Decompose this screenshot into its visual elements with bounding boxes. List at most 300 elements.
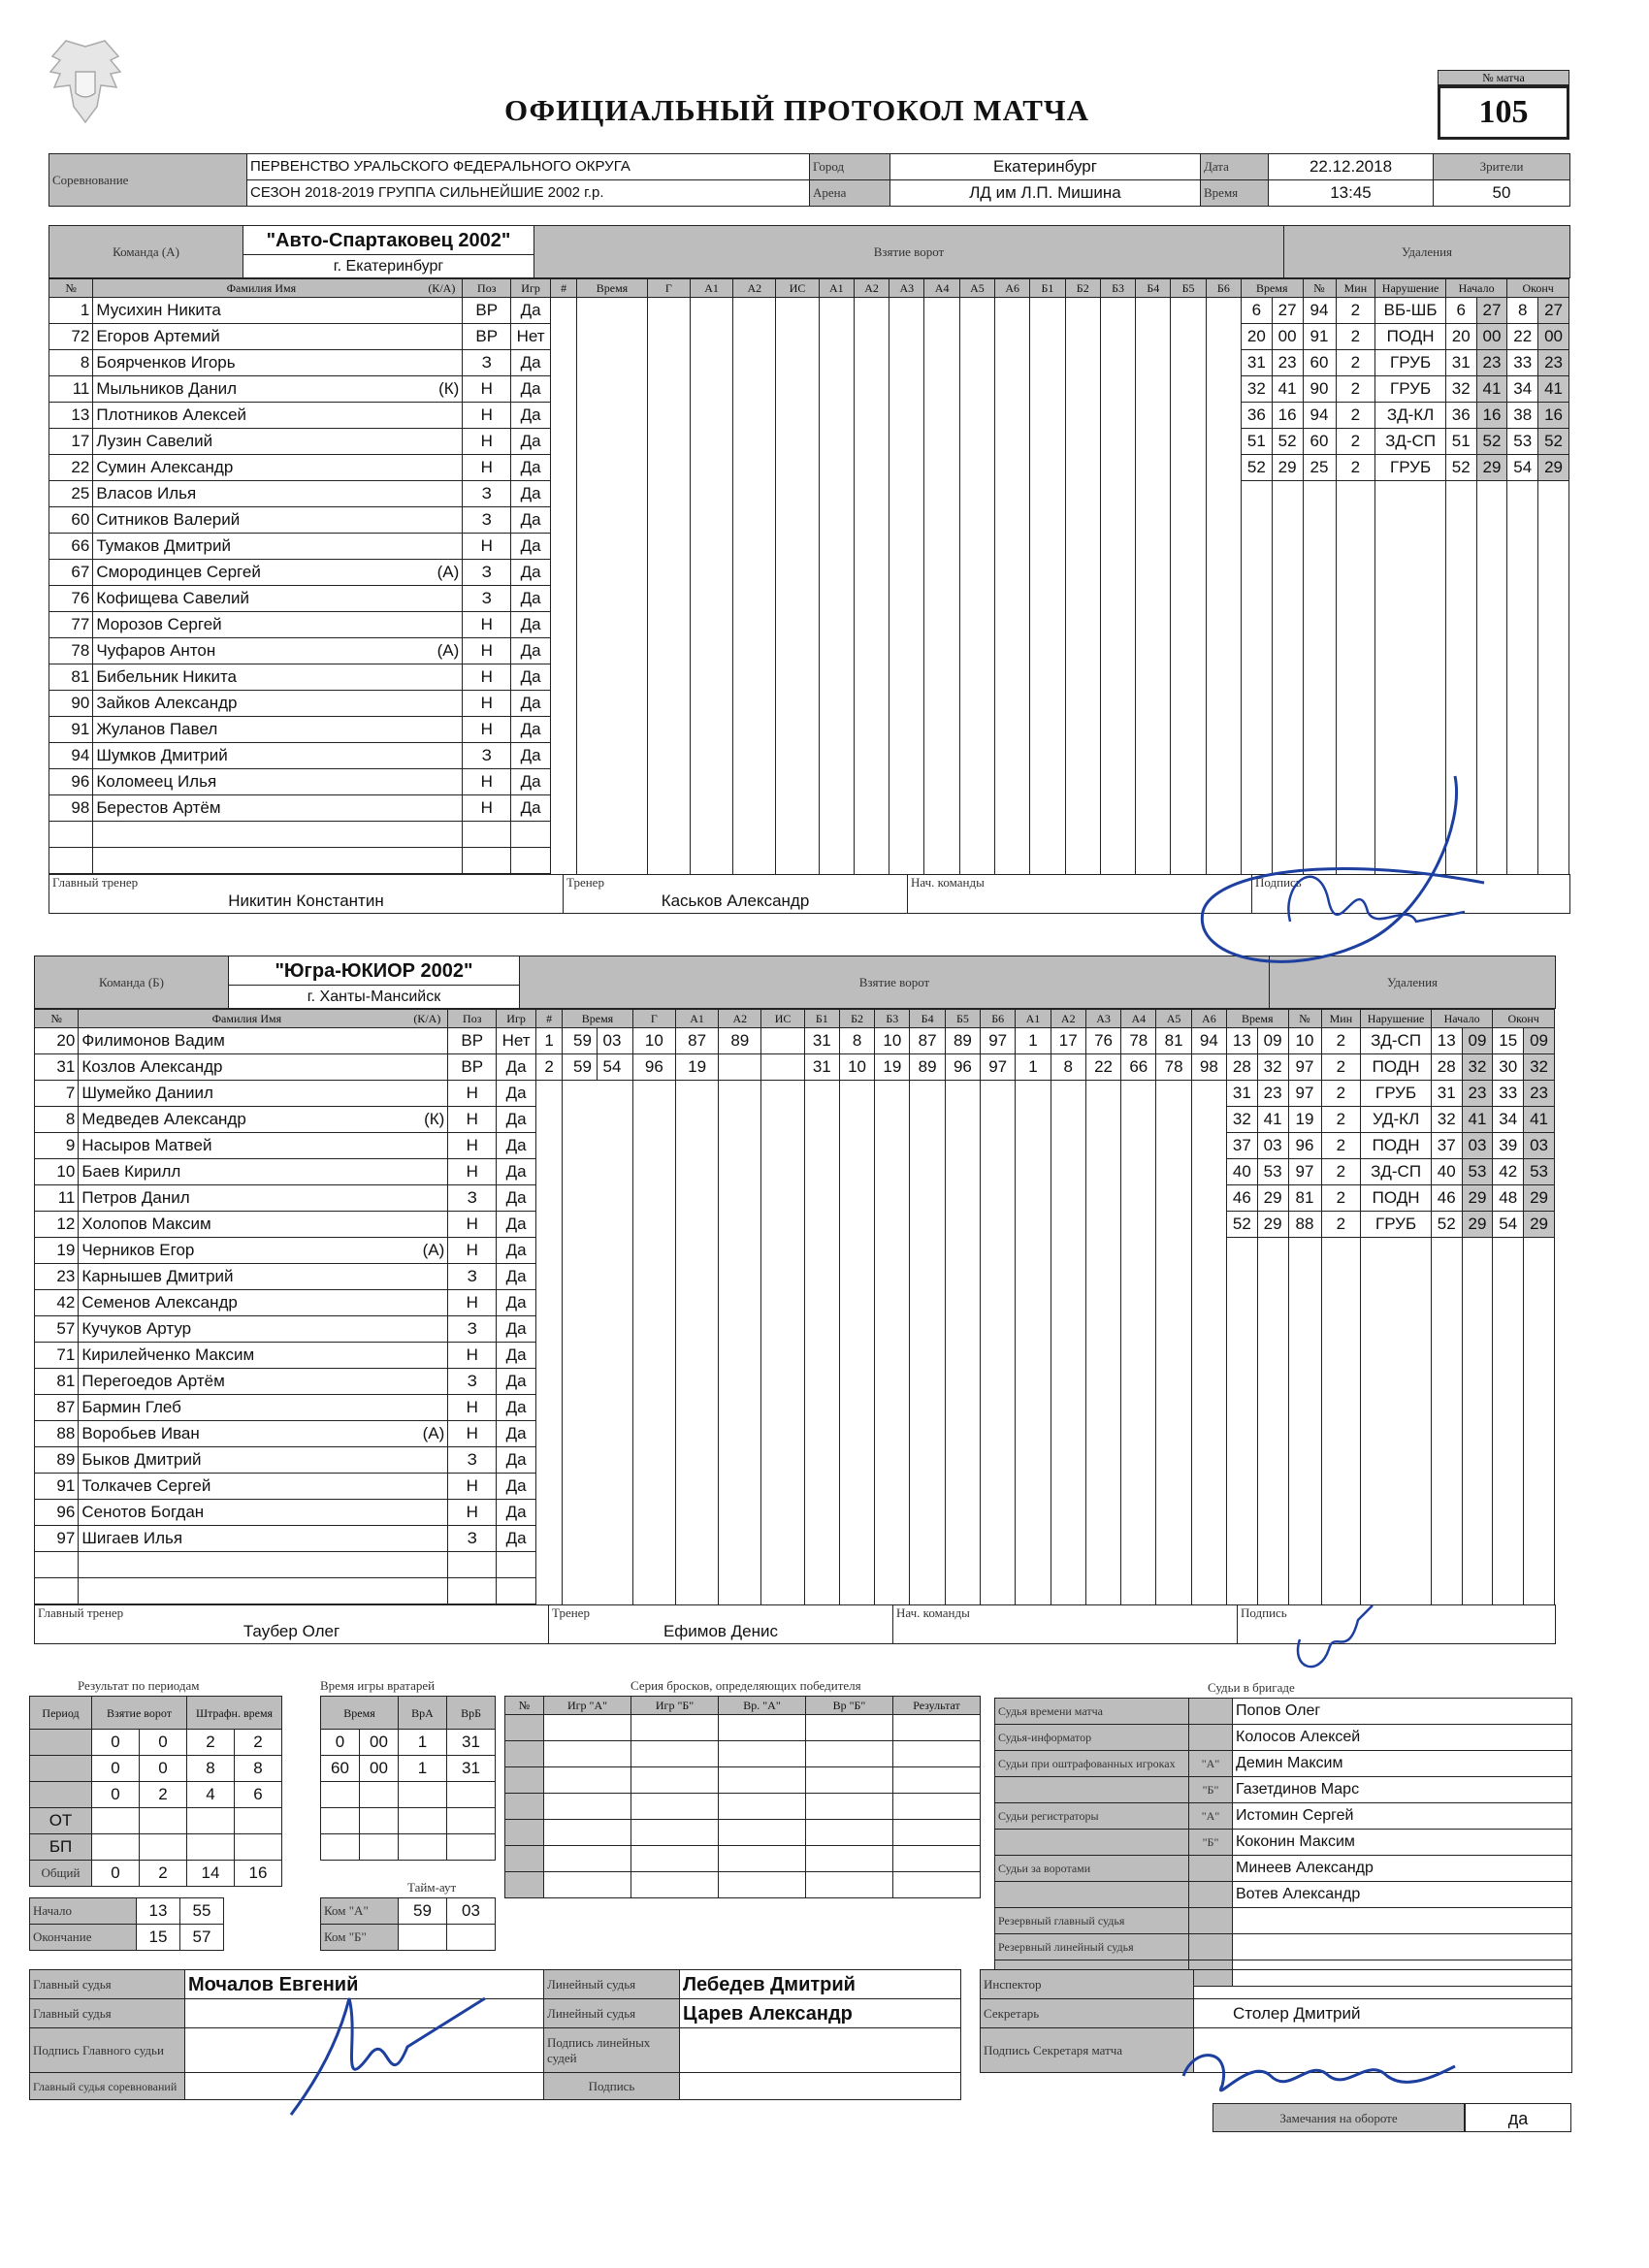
signature-team-a xyxy=(1174,766,1523,1019)
period-row xyxy=(30,1730,282,1756)
penalty-end-min: 34 xyxy=(1493,1107,1524,1133)
penalty-end-sec: 29 xyxy=(1538,455,1569,481)
penalty-minute: 36 xyxy=(1242,403,1273,429)
official-team-tag: "Б" xyxy=(1189,1777,1233,1803)
penalty-start-sec: 16 xyxy=(1476,403,1507,429)
player-number: 22 xyxy=(49,455,93,481)
col-name: Фамилия Имя (К/А) xyxy=(79,1010,448,1028)
col-pen-time: Время xyxy=(1227,1010,1288,1028)
player-number: 81 xyxy=(35,1369,79,1395)
spectators-label: Зрители xyxy=(1434,154,1570,180)
player-number: 71 xyxy=(35,1343,79,1369)
goal-onice-opp: 94 xyxy=(1191,1028,1226,1054)
player-position: Н xyxy=(463,769,511,795)
goal-time: 59 54 xyxy=(563,1054,633,1081)
table-row xyxy=(49,586,1569,612)
penalty-minutes: 2 xyxy=(1321,1028,1361,1054)
penalty-start-min: 40 xyxy=(1431,1159,1462,1185)
player-number: 72 xyxy=(49,324,93,350)
goal-onice-opp: 17 xyxy=(1051,1028,1085,1054)
player-position: Н xyxy=(463,403,511,429)
player-position: ВР xyxy=(463,324,511,350)
col-onice-a4: А4 xyxy=(924,279,959,298)
penalty-start-min: 20 xyxy=(1445,324,1476,350)
total-goals-a: 0 xyxy=(92,1861,140,1887)
table-row xyxy=(35,1552,1555,1578)
periods-table xyxy=(29,1696,282,1887)
signature-team-b xyxy=(1280,1601,1397,1688)
col-so-player-b: Игр "Б" xyxy=(631,1697,719,1715)
penalty-player: 91 xyxy=(1303,324,1336,350)
official-name: Газетдинов Марс xyxy=(1233,1777,1572,1803)
player-position: З xyxy=(463,586,511,612)
timeout-a-minute: 59 xyxy=(399,1898,447,1925)
player-number: 91 xyxy=(35,1474,79,1500)
col-assist2: А2 xyxy=(719,1010,761,1028)
period-label xyxy=(30,1782,92,1808)
official-team-tag: "А" xyxy=(1189,1803,1233,1830)
player-played: Да xyxy=(497,1081,536,1107)
period-total-row xyxy=(30,1861,282,1887)
penalty-start-sec: 23 xyxy=(1476,350,1507,376)
timeout-a-label: Ком "А" xyxy=(321,1898,399,1925)
gk-team-a: 1 xyxy=(399,1756,447,1782)
player-played: Да xyxy=(511,376,551,403)
penalty-end-sec: 52 xyxy=(1538,429,1569,455)
penalty-start-min: 32 xyxy=(1445,376,1476,403)
table-row xyxy=(49,612,1569,638)
period-goals-b: 0 xyxy=(140,1730,187,1756)
penalty-player: 88 xyxy=(1288,1212,1321,1238)
goalie-time-row xyxy=(321,1730,496,1756)
player-number: 11 xyxy=(35,1185,79,1212)
secretary-name: Столер Дмитрий xyxy=(1194,1999,1572,2028)
penalty-minute: 32 xyxy=(1227,1107,1258,1133)
col-goal-scorer: Г xyxy=(647,279,690,298)
player-position: Н xyxy=(448,1500,497,1526)
main-referee-label: Главный судья xyxy=(30,1970,185,1999)
table-row xyxy=(35,1421,1555,1447)
player-name: Бармин Глеб xyxy=(79,1395,448,1421)
penalty-minute: 37 xyxy=(1227,1133,1258,1159)
col-goal-num: # xyxy=(551,279,577,298)
penalty-end-sec: 27 xyxy=(1538,298,1569,324)
eagle-emblem-icon xyxy=(47,39,124,126)
penalty-end-sec: 09 xyxy=(1524,1028,1555,1054)
penalty-start-min: 31 xyxy=(1445,350,1476,376)
official-name: Минеев Александр xyxy=(1233,1856,1572,1882)
table-row xyxy=(35,1500,1555,1526)
penalty-second: 32 xyxy=(1257,1054,1288,1081)
col-goal-time: Время xyxy=(577,279,648,298)
penalty-player: 94 xyxy=(1303,403,1336,429)
table-row xyxy=(35,1290,1555,1316)
penalty-infraction: ВБ-ШБ xyxy=(1375,298,1446,324)
player-position: Н xyxy=(463,376,511,403)
gk-team-b xyxy=(447,1782,496,1808)
official-name: Попов Олег xyxy=(1233,1699,1572,1725)
table-row xyxy=(49,717,1569,743)
penalties-title: Удаления xyxy=(1284,226,1570,278)
goal-assist1: 19 xyxy=(675,1054,718,1081)
period-pim-b xyxy=(235,1834,282,1861)
period-label xyxy=(30,1730,92,1756)
player-played: Да xyxy=(497,1395,536,1421)
player-played: Да xyxy=(511,481,551,507)
player-name: Перегоедов Артём xyxy=(79,1369,448,1395)
penalty-minutes: 2 xyxy=(1336,455,1375,481)
time-label: Время xyxy=(1201,180,1269,207)
penalty-minutes: 2 xyxy=(1336,350,1375,376)
penalty-start-min: 6 xyxy=(1445,298,1476,324)
penalty-infraction: ПОДН xyxy=(1361,1185,1432,1212)
penalty-minute: 20 xyxy=(1242,324,1273,350)
match-info-table xyxy=(48,153,1570,207)
player-position: Н xyxy=(463,795,511,822)
shootout-row xyxy=(505,1767,981,1794)
player-position: З xyxy=(463,743,511,769)
col-onice-a6: А6 xyxy=(995,279,1030,298)
player-played: Да xyxy=(497,1526,536,1552)
player-position: Н xyxy=(463,612,511,638)
official-role: Резервный главный судья xyxy=(995,1908,1189,1934)
gk-team-b: 31 xyxy=(447,1730,496,1756)
official-row xyxy=(995,1882,1572,1908)
table-row xyxy=(49,376,1569,403)
goal-onice-own: 97 xyxy=(981,1054,1016,1081)
col-so-goalie-b: Вр "Б" xyxy=(806,1697,893,1715)
gk-team-a: 1 xyxy=(399,1730,447,1756)
player-position: Н xyxy=(448,1343,497,1369)
official-role xyxy=(995,1830,1189,1856)
col-situation: ИС xyxy=(776,279,819,298)
col-period-pim: Штрафн. время xyxy=(187,1697,282,1730)
penalty-second: 16 xyxy=(1272,403,1303,429)
officials-title: Судьи в бригаде xyxy=(1208,1680,1295,1695)
table-row xyxy=(35,1238,1555,1264)
penalty-end-min: 54 xyxy=(1507,455,1538,481)
goal-onice-own: 96 xyxy=(945,1054,980,1081)
period-goals-b xyxy=(140,1834,187,1861)
remarks-value: да xyxy=(1465,2103,1571,2132)
table-row xyxy=(49,743,1569,769)
col-play: Игр xyxy=(511,279,551,298)
period-goals-a: 0 xyxy=(92,1756,140,1782)
player-position: З xyxy=(463,481,511,507)
total-pim-b: 16 xyxy=(235,1861,282,1887)
supervisor-signature-label: Подпись xyxy=(544,2073,680,2100)
player-name: Черников Егор (А) xyxy=(79,1238,448,1264)
col-onice-a4: А4 xyxy=(1121,1010,1156,1028)
player-name: Боярченков Игорь xyxy=(93,350,463,376)
city-label: Город xyxy=(810,154,890,180)
gk-second xyxy=(360,1834,399,1861)
total-pim-a: 14 xyxy=(187,1861,235,1887)
penalty-second: 29 xyxy=(1272,455,1303,481)
player-number: 94 xyxy=(49,743,93,769)
period-total-label: Общий xyxy=(30,1861,92,1887)
penalty-start-min: 32 xyxy=(1431,1107,1462,1133)
goal-onice-own: 31 xyxy=(804,1054,839,1081)
competition-line1: ПЕРВЕНСТВО УРАЛЬСКОГО ФЕДЕРАЛЬНОГО ОКРУГА xyxy=(247,154,810,180)
goal-number: 1 xyxy=(536,1028,563,1054)
penalty-end-min: 53 xyxy=(1507,429,1538,455)
col-onice-a1: А1 xyxy=(1016,1010,1051,1028)
linesman-name-1: Лебедев Дмитрий xyxy=(680,1970,961,1999)
gk-minute xyxy=(321,1782,360,1808)
table-row xyxy=(35,1343,1555,1369)
col-onice-b3: Б3 xyxy=(1100,279,1135,298)
penalty-minute: 31 xyxy=(1242,350,1273,376)
goalie-time-title: Время игры вратарей xyxy=(320,1678,436,1693)
penalty-player: 60 xyxy=(1303,350,1336,376)
player-number: 13 xyxy=(49,403,93,429)
penalty-second: 09 xyxy=(1257,1028,1288,1054)
penalty-end-sec: 29 xyxy=(1524,1185,1555,1212)
penalty-minutes: 2 xyxy=(1336,298,1375,324)
penalty-start-min: 51 xyxy=(1445,429,1476,455)
penalty-minute: 31 xyxy=(1227,1081,1258,1107)
penalty-end-min: 30 xyxy=(1493,1054,1524,1081)
table-row xyxy=(35,1526,1555,1552)
penalty-start-sec: 41 xyxy=(1462,1107,1493,1133)
col-assist1: А1 xyxy=(690,279,732,298)
table-row xyxy=(49,429,1569,455)
table-row xyxy=(49,534,1569,560)
city-value: Екатеринбург xyxy=(890,154,1201,180)
player-name: Кофищева Савелий xyxy=(93,586,463,612)
player-played: Да xyxy=(511,691,551,717)
player-number: 96 xyxy=(49,769,93,795)
goal-situation xyxy=(761,1054,804,1081)
penalty-minutes: 2 xyxy=(1321,1185,1361,1212)
table-row xyxy=(49,403,1569,429)
table-row xyxy=(35,1395,1555,1421)
official-name: Коконин Максим xyxy=(1233,1830,1572,1856)
player-played: Да xyxy=(497,1343,536,1369)
official-role: Судьи при оштрафованных игроках xyxy=(995,1751,1189,1777)
penalty-end-min: 8 xyxy=(1507,298,1538,324)
penalty-minute: 40 xyxy=(1227,1159,1258,1185)
table-row xyxy=(49,691,1569,717)
player-played: Да xyxy=(511,717,551,743)
player-name: Холопов Максим xyxy=(79,1212,448,1238)
player-position: Н xyxy=(448,1107,497,1133)
table-row xyxy=(35,1316,1555,1343)
table-row xyxy=(49,298,1569,324)
player-name: Морозов Сергей xyxy=(93,612,463,638)
player-number: 98 xyxy=(49,795,93,822)
player-number: 20 xyxy=(35,1028,79,1054)
team-signature: Подпись xyxy=(1252,875,1570,914)
player-number: 87 xyxy=(35,1395,79,1421)
player-name: Козлов Александр xyxy=(79,1054,448,1081)
player-position: Н xyxy=(448,1212,497,1238)
goal-onice-own: 97 xyxy=(981,1028,1016,1054)
gk-minute xyxy=(321,1834,360,1861)
player-name: Егоров Артемий xyxy=(93,324,463,350)
col-pen-start: Начало xyxy=(1431,1010,1492,1028)
penalty-end-min: 54 xyxy=(1493,1212,1524,1238)
player-name: Медведев Александр (К) xyxy=(79,1107,448,1133)
penalty-second: 53 xyxy=(1257,1159,1288,1185)
start-label: Начало xyxy=(30,1898,137,1925)
penalty-end-min: 33 xyxy=(1507,350,1538,376)
table-row xyxy=(35,1185,1555,1212)
player-number: 25 xyxy=(49,481,93,507)
table-row xyxy=(49,664,1569,691)
col-pen-start: Начало xyxy=(1445,279,1506,298)
player-position: З xyxy=(463,560,511,586)
penalty-minute: 52 xyxy=(1227,1212,1258,1238)
official-role: Судья-информатор xyxy=(995,1725,1189,1751)
penalty-player: 10 xyxy=(1288,1028,1321,1054)
penalty-minute: 32 xyxy=(1242,376,1273,403)
col-period-goals: Взятие ворот xyxy=(92,1697,187,1730)
col-assist2: А2 xyxy=(733,279,776,298)
end-hour: 15 xyxy=(137,1925,180,1951)
head-coach: Главный тренер Никитин Константин xyxy=(49,875,564,914)
penalty-end-sec: 23 xyxy=(1538,350,1569,376)
player-played: Да xyxy=(511,534,551,560)
col-gk-a: ВрА xyxy=(399,1697,447,1730)
player-number: 76 xyxy=(49,586,93,612)
col-onice-a2: А2 xyxy=(1051,1010,1085,1028)
player-played: Да xyxy=(511,664,551,691)
player-position: Н xyxy=(463,534,511,560)
player-played: Да xyxy=(497,1316,536,1343)
start-minute: 55 xyxy=(180,1898,224,1925)
official-name: Вотев Александр xyxy=(1233,1882,1572,1908)
goals-title: Взятие ворот xyxy=(520,956,1270,1009)
player-number: 77 xyxy=(49,612,93,638)
supervisor-label: Главный судья соревнований xyxy=(30,2073,185,2100)
player-name: Шумков Дмитрий xyxy=(93,743,463,769)
player-position: Н xyxy=(448,1474,497,1500)
penalty-infraction: УД-КЛ xyxy=(1361,1107,1432,1133)
penalty-end-sec: 53 xyxy=(1524,1159,1555,1185)
player-name: Берестов Артём xyxy=(93,795,463,822)
col-period: Период xyxy=(30,1697,92,1730)
player-name: Смородинцев Сергей (А) xyxy=(93,560,463,586)
competition-line2: СЕЗОН 2018-2019 ГРУППА СИЛЬНЕЙШИЕ 2002 г.р. xyxy=(247,180,810,207)
official-name: Демин Максим xyxy=(1233,1751,1572,1777)
linesman-2-label: Линейный судья xyxy=(544,1999,680,2028)
table-row xyxy=(49,350,1569,376)
penalty-minute: 13 xyxy=(1227,1028,1258,1054)
secretary-label: Секретарь xyxy=(981,1999,1194,2028)
table-row xyxy=(49,638,1569,664)
linesman-name-2: Царев Александр xyxy=(680,1999,961,2028)
col-gk-b: ВрБ xyxy=(447,1697,496,1730)
team-signature: Подпись xyxy=(1238,1605,1556,1644)
player-name: Баев Кирилл xyxy=(79,1159,448,1185)
penalty-player: 96 xyxy=(1288,1133,1321,1159)
col-onice-a6: А6 xyxy=(1191,1010,1226,1028)
penalty-end-min: 22 xyxy=(1507,324,1538,350)
col-no: № xyxy=(35,1010,79,1028)
penalty-end-sec: 29 xyxy=(1524,1212,1555,1238)
gk-second: 00 xyxy=(360,1730,399,1756)
referees-table xyxy=(29,1969,961,2100)
player-number: 60 xyxy=(49,507,93,534)
player-name: Филимонов Вадим xyxy=(79,1028,448,1054)
team-b-section xyxy=(34,956,1556,1644)
official-role: Судьи регистраторы xyxy=(995,1803,1189,1830)
penalty-minute: 6 xyxy=(1242,298,1273,324)
player-name: Жуланов Павел xyxy=(93,717,463,743)
col-onice-a2: А2 xyxy=(854,279,889,298)
player-number: 31 xyxy=(35,1054,79,1081)
penalty-end-min: 15 xyxy=(1493,1028,1524,1054)
penalty-player: 81 xyxy=(1288,1185,1321,1212)
penalty-end-sec: 03 xyxy=(1524,1133,1555,1159)
table-row xyxy=(35,1369,1555,1395)
player-played: Да xyxy=(497,1133,536,1159)
penalty-second: 03 xyxy=(1257,1133,1288,1159)
table-row xyxy=(35,1054,1555,1081)
player-position: Н xyxy=(463,455,511,481)
player-name: Тумаков Дмитрий xyxy=(93,534,463,560)
col-goal-time: Время xyxy=(563,1010,633,1028)
player-name: Кучуков Артур xyxy=(79,1316,448,1343)
official-team-tag xyxy=(1189,1725,1233,1751)
player-played: Да xyxy=(511,560,551,586)
secretary-signature-label: Подпись Секретаря матча xyxy=(981,2028,1194,2073)
col-situation: ИС xyxy=(761,1010,804,1028)
penalty-start-min: 46 xyxy=(1431,1185,1462,1212)
player-position: ВР xyxy=(448,1054,497,1081)
penalty-minutes: 2 xyxy=(1321,1159,1361,1185)
gk-second: 00 xyxy=(360,1756,399,1782)
goal-onice-own: 87 xyxy=(910,1028,945,1054)
player-position: З xyxy=(448,1264,497,1290)
player-name: Насыров Матвей xyxy=(79,1133,448,1159)
col-onice-a5: А5 xyxy=(959,279,994,298)
penalty-start-sec: 27 xyxy=(1476,298,1507,324)
penalty-player: 94 xyxy=(1303,298,1336,324)
goals-title: Взятие ворот xyxy=(534,226,1284,278)
penalty-second: 41 xyxy=(1272,376,1303,403)
official-row xyxy=(995,1830,1572,1856)
timeout-b-label: Ком "Б" xyxy=(321,1925,399,1951)
penalty-start-sec: 32 xyxy=(1462,1054,1493,1081)
col-pen-time: Время xyxy=(1242,279,1303,298)
player-played: Да xyxy=(497,1500,536,1526)
table-row xyxy=(49,507,1569,534)
table-row xyxy=(35,1212,1555,1238)
penalty-infraction: ГРУБ xyxy=(1375,350,1446,376)
goalie-time-table xyxy=(320,1696,496,1861)
goal-scorer: 10 xyxy=(632,1028,675,1054)
goal-onice-opp: 8 xyxy=(1051,1054,1085,1081)
goal-onice-opp: 78 xyxy=(1156,1054,1191,1081)
player-name: Плотников Алексей xyxy=(93,403,463,429)
official-row xyxy=(995,1803,1572,1830)
penalty-minutes: 2 xyxy=(1321,1107,1361,1133)
team-chief: Нач. команды xyxy=(893,1605,1238,1644)
penalty-second: 23 xyxy=(1272,350,1303,376)
penalty-start-min: 52 xyxy=(1445,455,1476,481)
linesman-label: Линейный судья xyxy=(544,1970,680,1999)
col-onice-b4: Б4 xyxy=(1136,279,1171,298)
penalty-end-sec: 16 xyxy=(1538,403,1569,429)
penalty-infraction: ГРУБ xyxy=(1361,1081,1432,1107)
period-pim-a xyxy=(187,1808,235,1834)
penalty-second: 27 xyxy=(1272,298,1303,324)
penalty-minute: 52 xyxy=(1242,455,1273,481)
arena-value: ЛД им Л.П. Мишина xyxy=(890,180,1201,207)
